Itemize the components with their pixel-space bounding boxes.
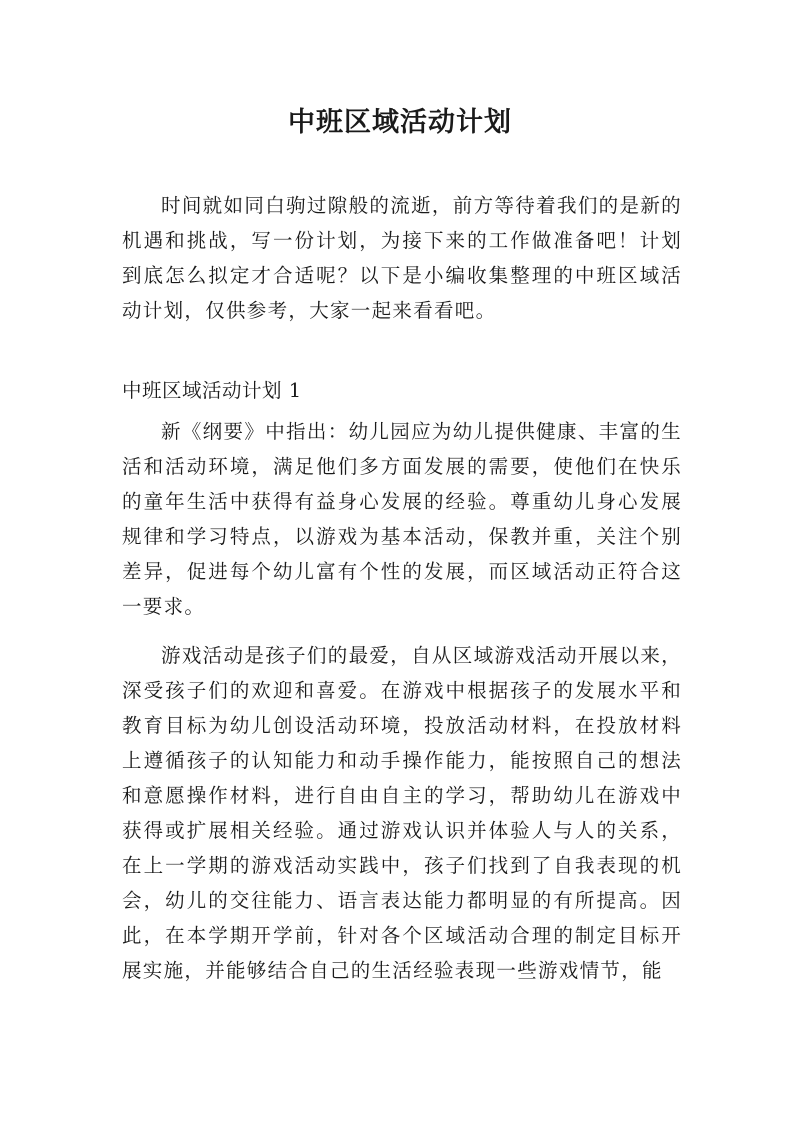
section-heading: 中班区域活动计划 1 [122, 379, 302, 402]
document-title: 中班区域活动计划 [288, 107, 512, 138]
body-paragraph-2: 游戏活动是孩子们的最爱，自从区域游戏活动开展以来，深受孩子们的欢迎和喜爱。在游戏中根据孩子的发展水平和教育目标为幼儿创设活动环境，投放活动材料，在投放材料上遵循孩子的认知能力和动手操作能力，能按照自己的想法和意愿操作材料，进行自由自主的学习，帮助幼儿在游戏中获得或扩展相关经验。通过游戏认识并体验人与人的关系，在上一学期的游戏活动实践中，孩子们找到了自我表现的机会，幼儿的交往能力、语言表达能力都明显的有所提高。因此，在本学期开学前，针对各个区域活动合理的制定目标开展实施，并能够结合自己的生活经验表现一些游戏情节，能 [122, 644, 682, 982]
body-paragraph-1: 新《纲要》中指出：幼儿园应为幼儿提供健康、丰富的生活和活动环境，满足他们多方面发展的需要，使他们在快乐的童年生活中获得有益身心发展的经验。尊重幼儿身心发展规律和学习特点，以游戏为基本活动，保教并重，关注个别差异，促进每个幼儿富有个性的发展，而区域活动正符合这一要求。 [122, 420, 682, 618]
intro-paragraph: 时间就如同白驹过隙般的流逝，前方等待着我们的是新的机遇和挑战，写一份计划，为接下来的工作做准备吧！计划到底怎么拟定才合适呢？以下是小编收集整理的中班区域活动计划，仅供参考，大家一起来看看吧。 [122, 194, 682, 322]
